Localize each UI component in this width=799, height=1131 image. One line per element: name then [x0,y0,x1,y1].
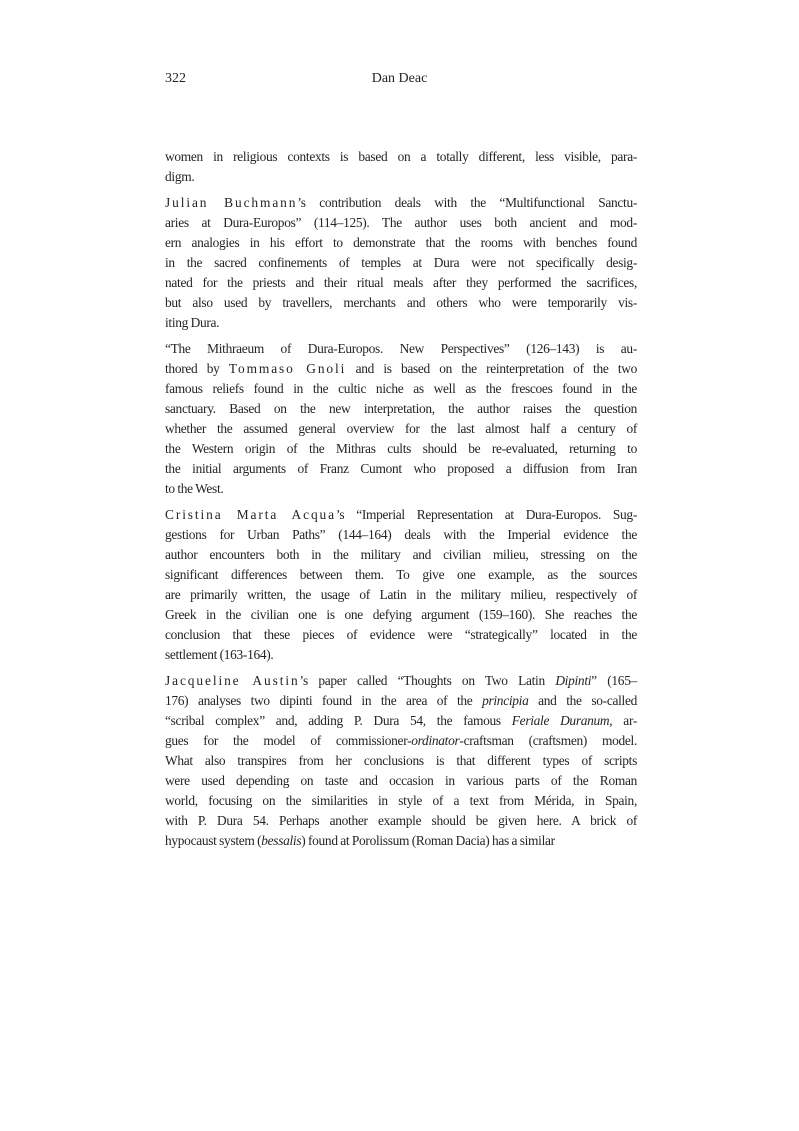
text-segment: settlement (163-164). [165,647,274,662]
text-line [165,479,637,499]
text-line [165,791,637,811]
text-segment: hypocaust system ( [165,833,262,848]
text-segment: in the sacred confinements of temples at Dura were not specifically desig- [165,255,637,270]
text-segment: gestions for Urban Paths” (144–164) deals with the Imperial evidence the [165,527,637,542]
text-segment: significant differences between them. To give one example, as the sources [165,567,637,582]
text-line [165,691,637,711]
paragraph [165,671,637,851]
text-line [165,459,637,479]
text-segment: whether the assumed general overview for the last almost half a century of [165,421,637,436]
italic-text-segment: ordinator [411,733,460,748]
text-line [165,293,637,313]
italic-text-segment: bessalis [261,833,302,848]
text-line [165,565,637,585]
text-line [165,751,637,771]
text-segment: Greek in the civilian one is one defying argument (159–160). She reaches the [165,607,637,622]
page-header [0,70,799,90]
text-line [165,379,637,399]
person-name-segment: Tommaso Gnoli [228,361,347,376]
text-line [165,525,637,545]
text-segment: digm. [165,169,195,184]
running-head: Dan Deac [371,71,428,86]
text-segment: -craftsman (craftsmen) model. [459,733,637,748]
text-line [165,711,637,731]
text-line [165,399,637,419]
text-segment: “The Mithraeum of Dura-Europos. New Perspectives” (126–143) is au- [165,341,637,356]
text-segment: aries at Dura-Europos” (114–125). The author uses both ancient and mod- [165,215,637,230]
text-line [165,585,637,605]
paragraph [165,339,637,499]
text-segment: ’s contribution deals with the “Multifunctional Sanctu- [297,195,637,210]
text-line [165,671,637,691]
italic-text-segment: principia [482,693,529,708]
text-line [165,439,637,459]
text-line [165,625,637,645]
text-line [165,167,637,187]
text-line [165,147,637,167]
page-number: 322 [165,71,186,86]
text-line [165,359,637,379]
text-segment: women in religious contexts is based on a totally different, less visible, para- [165,149,637,164]
italic-text-segment: Feriale Duranum [511,713,610,728]
text-segment: famous reliefs found in the cultic niche as well as the frescoes found in the [165,381,637,396]
text-line [165,313,637,333]
text-segment: thored by [165,361,229,376]
person-name-segment: Cristina Marta Acqua [165,507,336,522]
text-segment: but also used by travellers, merchants and others who were temporarily vis- [165,295,637,310]
person-name-segment: Julian Buchmann [165,195,298,210]
text-segment: world, focusing on the similarities in style of a text from Mérida, in Spain, [165,793,637,808]
text-segment: the Western origin of the Mithras cults should be re-evaluated, returning to [165,441,637,456]
text-segment: ) found at Porolissum (Roman Dacia) has a similar [301,833,555,848]
text-line [165,771,637,791]
paragraph [165,505,637,665]
text-line [165,339,637,359]
text-line [165,253,637,273]
text-line [165,273,637,293]
text-segment: , ar- [609,713,637,728]
text-segment: ” (165– [591,673,637,688]
text-segment: conclusion that these pieces of evidence were “strategically” located in the [165,627,637,642]
paragraph [165,147,637,187]
text-segment: with P. Dura 54. Perhaps another example should be given here. A brick of [165,813,637,828]
text-segment: 176) analyses two dipinti found in the area of the [165,693,483,708]
text-line [165,811,637,831]
text-line [165,213,637,233]
text-segment: What also transpires from her conclusions is that different types of scripts [165,753,637,768]
italic-text-segment: Dipinti [555,673,592,688]
person-name-segment: Jacqueline Austin [165,673,300,688]
text-line [165,831,637,851]
text-segment: sanctuary. Based on the new interpretation, the author raises the question [165,401,637,416]
text-segment: gues for the model of commissioner- [165,733,412,748]
text-segment: “scribal complex” and, adding P. Dura 54, the famous [165,713,512,728]
text-segment: author encounters both in the military and civilian milieu, stressing on the [165,547,637,562]
text-segment: ern analogies in his effort to demonstrate that the rooms with benches found [165,235,637,250]
text-segment: nated for the priests and their ritual meals after they performed the sacrifices, [165,275,637,290]
page-body [165,147,637,851]
text-segment: and the so-called [528,693,637,708]
text-line [165,419,637,439]
text-segment: the initial arguments of Franz Cumont who proposed a diffusion from Iran [165,461,637,476]
text-segment: to the West. [165,481,224,496]
text-segment: iting Dura. [165,315,220,330]
paragraph [165,193,637,333]
text-line [165,731,637,751]
text-segment: and is based on the reinterpretation of the two [346,361,637,376]
text-segment: ’s paper called “Thoughts on Two Latin [299,673,556,688]
text-line [165,605,637,625]
text-line [165,545,637,565]
text-line [165,233,637,253]
text-line [165,193,637,213]
text-segment: were used depending on taste and occasion in various parts of the Roman [165,773,637,788]
text-segment: are primarily written, the usage of Latin in the military milieu, respectively of [165,587,637,602]
text-line [165,645,637,665]
text-line [165,505,637,525]
text-segment: ’s “Imperial Representation at Dura-Europos. Sug- [335,507,637,522]
